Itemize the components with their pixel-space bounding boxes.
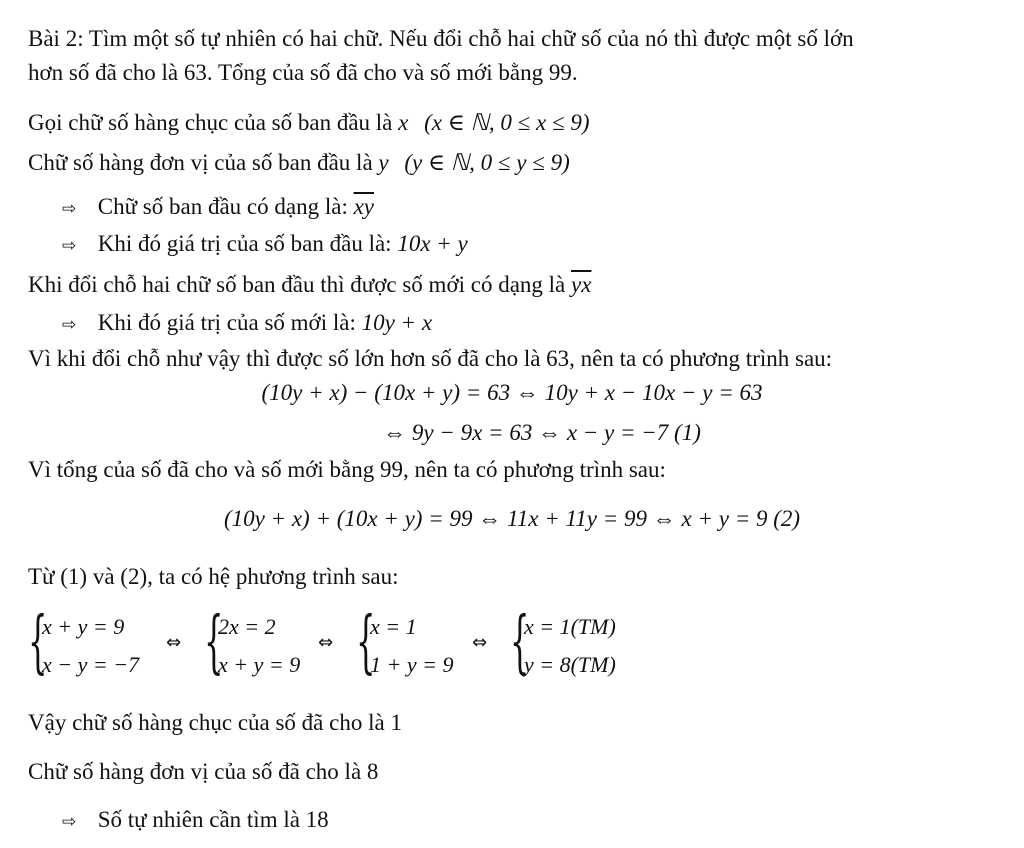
problem-line-1: Bài 2: Tìm một số tự nhiên có hai chữ. Nếu đổi chỗ hai chữ số của nó thì được một số lớn [28, 26, 854, 51]
tens-condition: (x ∈ ℕ, 0 ≤ x ≤ 9) [424, 110, 590, 135]
left-brace: { [510, 603, 530, 682]
system-row: 1 + y = 9 [370, 652, 454, 677]
system-row: x − y = −7 [42, 652, 140, 677]
eq2-intro: Vì tổng của số đã cho và số mới bằng 99, nên ta có phương trình sau: [28, 457, 666, 482]
arrow-icon: ⇨ [62, 199, 77, 219]
tens-definition [28, 108, 590, 138]
form-xy: $\overline{xy}$ [353, 194, 375, 219]
left-brace: { [28, 603, 48, 682]
system-row: x = 1 [370, 614, 417, 639]
value-text: Khi đó giá trị của số ban đầu là: [97, 231, 392, 256]
arrow-icon: ⇨ [62, 315, 77, 335]
left-brace: { [356, 603, 376, 682]
units-def-text: Chữ số hàng đơn vị của số ban đầu là [28, 150, 373, 175]
tens-def-text: Gọi chữ số hàng chục của số ban đầu là [28, 110, 393, 135]
system-row: 2x = 2 [218, 614, 276, 639]
eq1-line-2: ⇔ 9y − 9x = 63 ⇔ x − y = −7 (1) [383, 420, 701, 445]
form-line [62, 192, 374, 224]
system-row: y = 8(TM) [524, 652, 616, 677]
eq1-intro: Vì khi đổi chỗ như vậy thì được số lớn hơn số đã cho là 63, nên ta có phương trình sau: [28, 346, 833, 371]
conclusion-tens: Vậy chữ số hàng chục của số đã cho là 1 [28, 710, 402, 735]
form-yx: $\overline{yx}$ [571, 272, 592, 297]
tens-var: x [398, 110, 409, 135]
system-intro: Từ (1) và (2), ta có hệ phương trình sau: [28, 564, 399, 589]
units-var: y [378, 150, 389, 175]
system-row: x = 1(TM) [524, 614, 616, 639]
new-value-expr: 10y + x [361, 310, 433, 335]
value-line [62, 229, 468, 261]
units-condition: (y ∈ ℕ, 0 ≤ y ≤ 9) [404, 150, 570, 175]
equivalence-icon: ⇔ [318, 632, 334, 653]
system-row: x + y = 9 [42, 614, 125, 639]
final-text: Số tự nhiên cần tìm là 18 [97, 807, 329, 832]
units-definition [28, 148, 570, 178]
left-brace: { [204, 603, 224, 682]
value-expr: 10x + y [397, 231, 468, 256]
new-value-line [62, 308, 432, 340]
arrow-icon: ⇨ [62, 236, 77, 256]
new-value-text: Khi đó giá trị của số mới là: [97, 310, 356, 335]
eq2-line: (10y + x) + (10x + y) = 99 ⇔ 11x + 11y = 99 ⇔ x + y = 9 (2) [223, 506, 801, 531]
swap-line [28, 270, 591, 300]
eq1-line-1: (10y + x) − (10x + y) = 63 ⇔ 10y + x − 10x − y = 63 [261, 380, 763, 405]
system-row: x + y = 9 [218, 652, 301, 677]
equivalence-icon: ⇔ [472, 632, 488, 653]
equivalence-icon: ⇔ [166, 632, 182, 653]
final-answer [62, 805, 329, 837]
conclusion-units: Chữ số hàng đơn vị của số đã cho là 8 [28, 759, 379, 784]
problem-line-2: hơn số đã cho là 63. Tổng của số đã cho và số mới bằng 99. [28, 60, 578, 85]
form-text: Chữ số ban đầu có dạng là: [97, 194, 348, 219]
arrow-icon: ⇨ [62, 812, 77, 832]
swap-text: Khi đổi chỗ hai chữ số ban đầu thì được số mới có dạng là [28, 272, 566, 297]
